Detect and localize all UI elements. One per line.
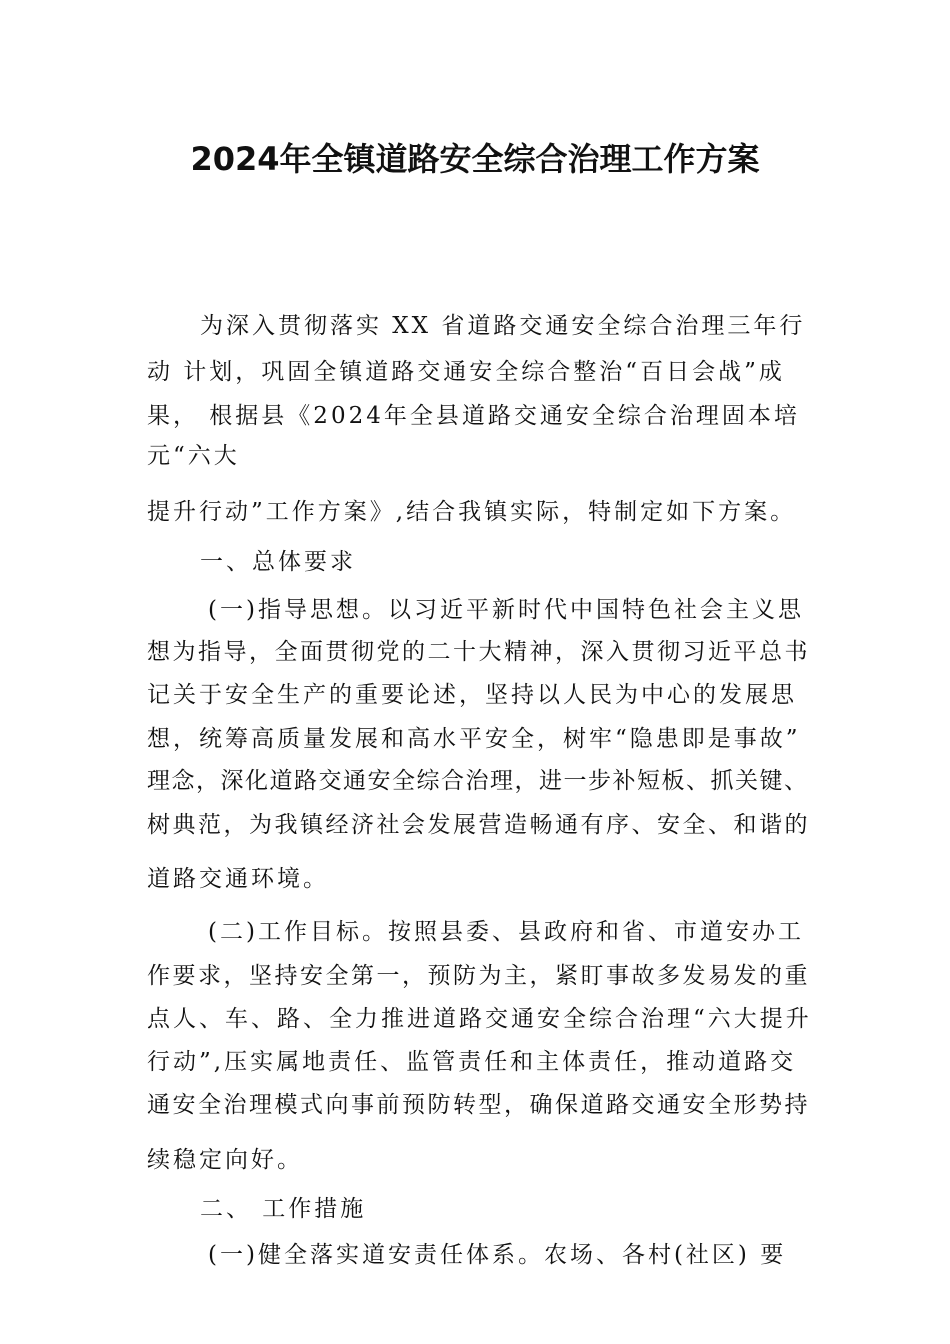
paragraph-line: 道路交通环境。 [147, 866, 329, 892]
paragraph-line: (二)工作目标。按照县委、县政府和省、市道安办工 [208, 919, 804, 945]
paragraph-line: 点人、车、路、全力推进道路交通安全综合治理“六大提升 [147, 1006, 812, 1032]
paragraph-line: 想为指导，全面贯彻党的二十大精神，深入贯彻习近平总书 [147, 639, 810, 665]
paragraph-line: 行动”,压实属地责任、监管责任和主体责任，推动道路交 [147, 1049, 797, 1075]
paragraph-line: 通安全治理模式向事前预防转型，确保道路交通安全形势持 [147, 1092, 810, 1118]
paragraph-line: 想，统筹高质量发展和高水平安全，树牢“隐患即是事故” [147, 726, 801, 752]
paragraph-line: 作要求，坚持安全第一，预防为主，紧盯事故多发易发的重 [147, 963, 810, 989]
section-heading: 一、总体要求 [200, 549, 356, 575]
paragraph-line: 理念，深化道路交通安全综合治理，进一步补短板、抓关键、 [147, 768, 809, 794]
paragraph-line: (一)指导思想。以习近平新时代中国特色社会主义思 [208, 597, 804, 623]
paragraph-line: 为深入贯彻落实 XX 省道路交通安全综合治理三年行 [200, 313, 806, 339]
paragraph-line: (一)健全落实道安责任体系。农场、各村(社区) 要 [208, 1242, 787, 1268]
paragraph-line: 元“六大 [147, 443, 240, 469]
paragraph-line: 记关于安全生产的重要论述，坚持以人民为中心的发展思 [147, 682, 797, 708]
paragraph-line: 续稳定向好。 [147, 1147, 303, 1173]
section-heading: 二、 工作措施 [200, 1196, 367, 1222]
paragraph-line: 树典范，为我镇经济社会发展营造畅通有序、安全、和谐的 [147, 812, 810, 838]
paragraph-line: 动 计划，巩固全镇道路交通安全综合整治“百日会战”成 [147, 359, 785, 385]
paragraph-line: 果， 根据县《2024年全县道路交通安全综合治理固本培 [147, 403, 800, 429]
document-title: 2024年全镇道路安全综合治理工作方案 [190, 140, 760, 178]
paragraph-line: 提升行动”工作方案》,结合我镇实际，特制定如下方案。 [147, 499, 797, 525]
